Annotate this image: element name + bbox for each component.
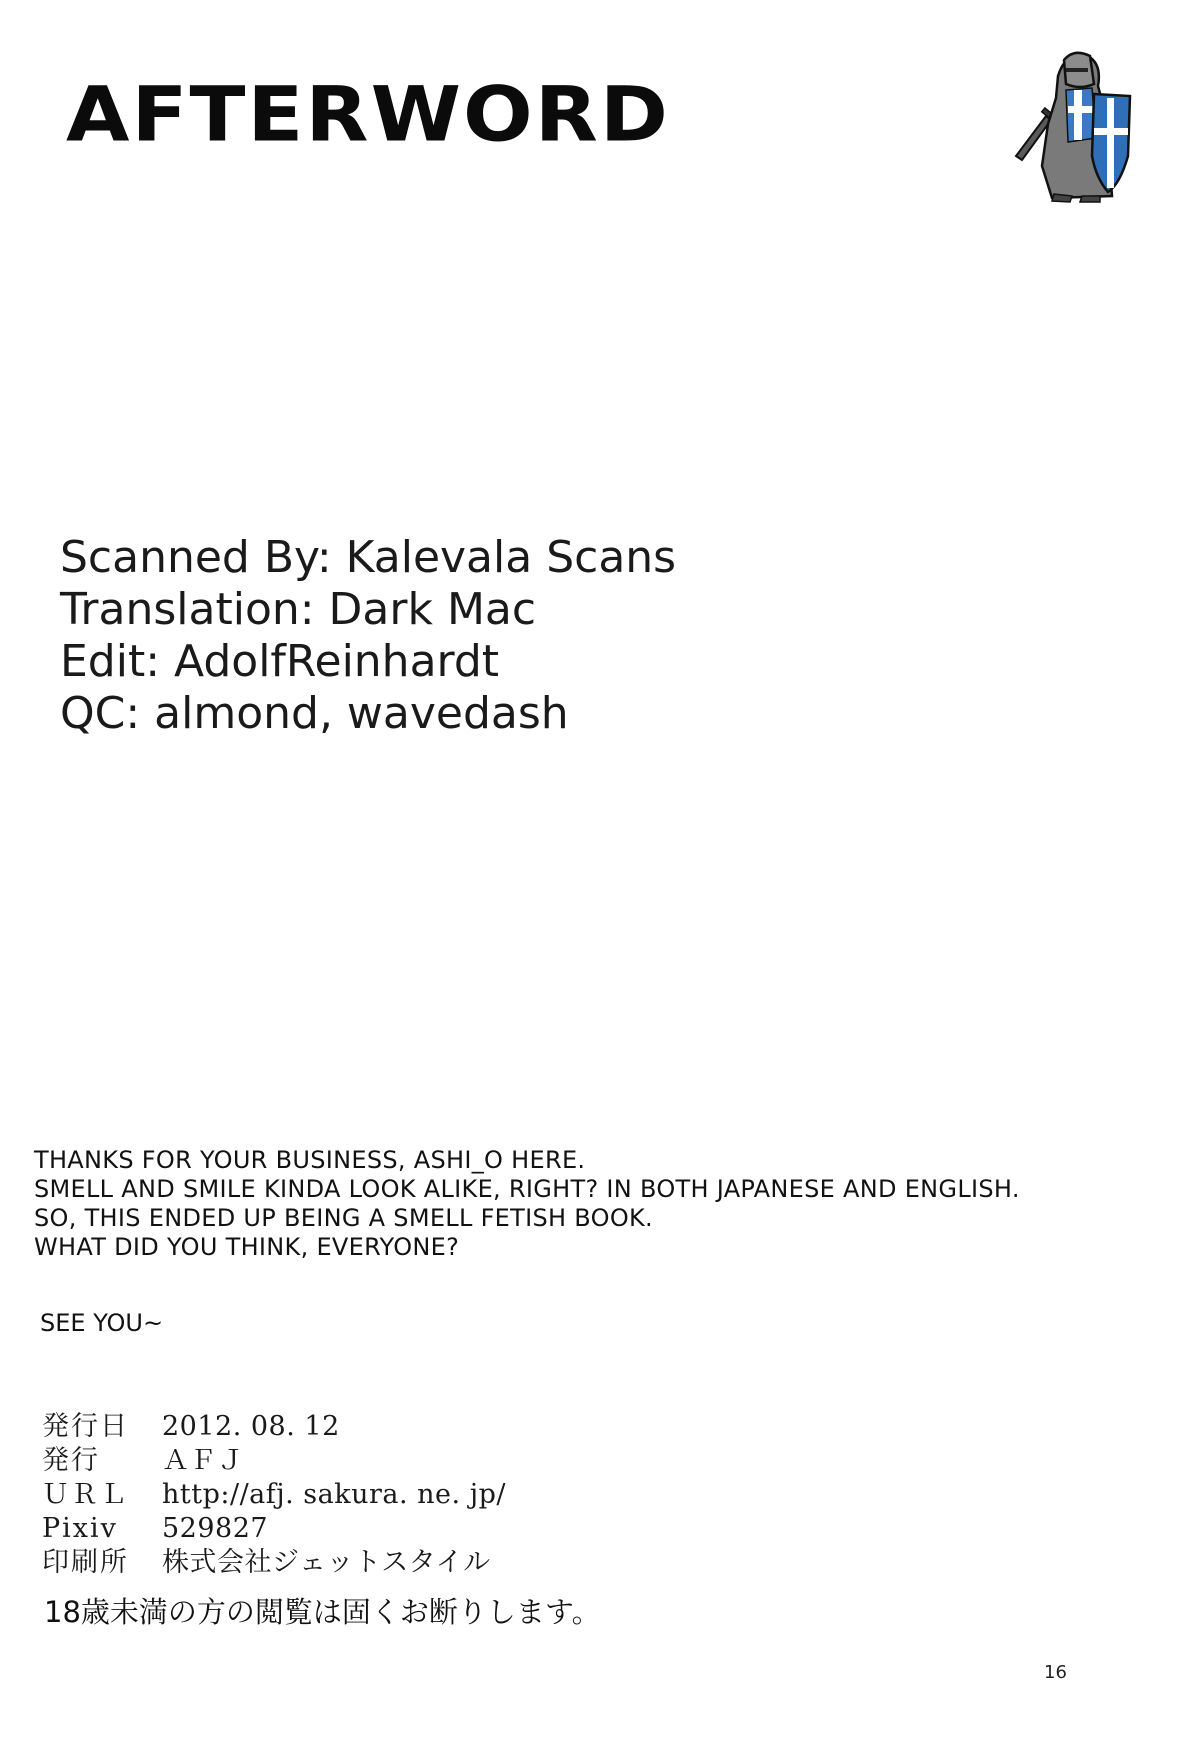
- note-line: SMELL AND SMILE KINDA LOOK ALIKE, RIGHT? IN BOTH JAPANESE AND ENGLISH.: [34, 1175, 1020, 1203]
- colophon-row-publisher: [42, 1444, 506, 1478]
- credits-block: [60, 532, 676, 740]
- colophon-key: Pixiv: [42, 1513, 118, 1544]
- colophon-key: 発行日: [42, 1411, 129, 1442]
- colophon-row-printer: [42, 1546, 506, 1580]
- colophon-key: ＵＲＬ: [42, 1479, 129, 1510]
- colophon-value: 株式会社ジェットスタイル: [162, 1547, 491, 1578]
- colophon: [42, 1410, 506, 1580]
- colophon-value: http://afj. sakura. ne. jp/: [162, 1479, 506, 1510]
- colophon-key: 印刷所: [42, 1547, 129, 1578]
- page-number: 16: [1044, 1662, 1067, 1683]
- note-line: SO, THIS ENDED UP BEING A SMELL FETISH BOOK.: [34, 1204, 653, 1232]
- colophon-row-pixiv: [42, 1512, 506, 1546]
- colophon-value: ＡＦＪ: [162, 1445, 245, 1476]
- colophon-key: 発行: [42, 1445, 100, 1476]
- signoff: SEE YOU~: [40, 1309, 164, 1337]
- note-line: WHAT DID YOU THINK, EVERYONE?: [34, 1233, 460, 1261]
- colophon-row-date: [42, 1410, 506, 1444]
- colophon-value: 2012. 08. 12: [162, 1411, 340, 1442]
- credit-scanned-by: Scanned By: Kalevala Scans: [60, 532, 677, 583]
- page-title: AFTERWORD: [66, 71, 670, 159]
- colophon-value: 529827: [162, 1513, 269, 1544]
- knight-logo-icon: [1008, 46, 1136, 204]
- author-note: [34, 1146, 1020, 1262]
- credit-translation: Translation: Dark Mac: [60, 584, 537, 635]
- credit-qc: QC: almond, wavedash: [60, 688, 569, 739]
- credit-edit: Edit: AdolfReinhardt: [60, 636, 500, 687]
- note-line: THANKS FOR YOUR BUSINESS, ASHI_O HERE.: [34, 1146, 586, 1174]
- age-warning: 18歳未満の方の閲覧は固くお断りします。: [44, 1595, 601, 1629]
- colophon-row-url: [42, 1478, 506, 1512]
